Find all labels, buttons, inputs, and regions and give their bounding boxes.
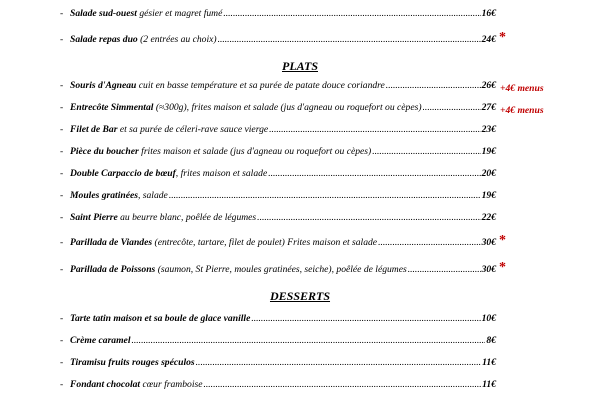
item-name: Pièce du boucher [70, 146, 139, 157]
item-detail: gésier et magret fumé [139, 8, 223, 19]
item-name: Filet de Bar [70, 124, 118, 135]
dot-leader [218, 34, 481, 45]
item-dash: - [60, 168, 64, 179]
item-name: Moules gratinées [70, 190, 138, 201]
menu-item [60, 168, 496, 184]
item-name: Tiramisu fruits rouges spéculos [70, 357, 195, 368]
asterisk-mark: * [499, 30, 506, 45]
item-name: Fondant chocolat [70, 379, 141, 390]
menu-item [60, 190, 496, 206]
item-name: Entrecôte Simmental [70, 102, 154, 113]
menu-item [60, 357, 496, 373]
menu-supplement-note: +4€ menus [500, 105, 544, 116]
item-dash: - [60, 102, 64, 113]
item-detail: , salade [137, 190, 168, 201]
dot-leader [196, 357, 481, 368]
item-dash: - [60, 146, 64, 157]
item-price: 30€ [481, 264, 496, 275]
item-price: 22€ [481, 212, 496, 223]
item-name: Parillada de Viandes [70, 237, 153, 248]
section-title-plats: PLATS [281, 59, 318, 73]
menu-item [60, 264, 496, 280]
item-price: 11€ [482, 357, 496, 368]
menu-item [60, 212, 496, 228]
menu-item [60, 80, 496, 96]
item-name: Salade repas duo [70, 34, 138, 45]
item-detail: (2 entrées au choix) [140, 34, 217, 45]
item-name: Double Carpaccio de bœuf [70, 168, 176, 179]
menu-item [60, 124, 496, 140]
item-price: 30€ [481, 237, 496, 248]
dot-leader [169, 190, 481, 201]
item-dash: - [60, 8, 64, 19]
item-dash: - [60, 237, 64, 248]
item-dash: - [60, 124, 64, 135]
item-name: Souris d'Agneau [70, 80, 137, 91]
item-price: 26€ [481, 80, 496, 91]
menu-item [60, 146, 496, 162]
menu-supplement-note: +4€ menus [500, 83, 544, 94]
section-title-desserts: DESSERTS [269, 289, 331, 303]
item-name: Crème caramel [70, 335, 131, 346]
item-price: 27€ [481, 102, 496, 113]
item-dash: - [60, 335, 64, 346]
dot-leader [372, 146, 480, 157]
dot-leader [251, 313, 480, 324]
dot-leader [408, 264, 481, 275]
item-detail: cuit en basse température et sa purée de patate douce coriandre [138, 80, 385, 91]
item-dash: - [60, 80, 64, 91]
item-detail: au beurre blanc, poêlée de légumes [120, 212, 257, 223]
item-dash: - [60, 264, 64, 275]
item-price: 8€ [486, 335, 496, 346]
menu-item [60, 8, 496, 24]
menu-item [60, 335, 496, 351]
menu-item [60, 379, 496, 395]
item-dash: - [60, 357, 64, 368]
dot-leader [203, 379, 481, 390]
item-detail: (saumon, St Pierre, moules gratinées, seiche), poêlée de légumes [157, 264, 407, 275]
item-name: Parillada de Poissons [70, 264, 156, 275]
item-dash: - [60, 379, 64, 390]
dot-leader [386, 80, 481, 91]
item-detail: , frites maison et salade [175, 168, 268, 179]
item-detail: (entrecôte, tartare, filet de poulet) Frites maison et salade [154, 237, 378, 248]
menu-item [60, 34, 496, 50]
dot-leader [378, 237, 481, 248]
item-price: 20€ [481, 168, 496, 179]
menu-item [60, 237, 496, 253]
item-price: 24€ [481, 34, 496, 45]
dot-leader [269, 124, 480, 135]
item-price: 10€ [481, 313, 496, 324]
item-dash: - [60, 212, 64, 223]
item-detail: et sa purée de céleri-rave sauce vierge [119, 124, 269, 135]
item-detail: frites maison et salade (jus d'agneau ou roquefort ou cèpes) [141, 146, 372, 157]
dot-leader [257, 212, 480, 223]
item-price: 23€ [481, 124, 496, 135]
menu-item [60, 102, 496, 118]
item-price: 16€ [481, 8, 496, 19]
dot-leader [423, 102, 481, 113]
dot-leader [223, 8, 480, 19]
item-dash: - [60, 34, 64, 45]
item-dash: - [60, 190, 64, 201]
asterisk-mark: * [499, 233, 506, 248]
asterisk-mark: * [499, 260, 506, 275]
dot-leader [268, 168, 480, 179]
item-name: Tarte tatin maison et sa boule de glace vanille [70, 313, 251, 324]
item-price: 19€ [481, 190, 496, 201]
item-detail: cœur framboise [142, 379, 203, 390]
item-name: Saint Pierre [70, 212, 118, 223]
item-name: Salade sud-ouest [70, 8, 137, 19]
menu-item [60, 313, 496, 329]
item-price: 19€ [481, 146, 496, 157]
item-detail: (≈300g), frites maison et salade (jus d'agneau ou roquefort ou cèpes) [155, 102, 422, 113]
item-price: 11€ [482, 379, 496, 390]
dot-leader [131, 335, 485, 346]
item-dash: - [60, 313, 64, 324]
